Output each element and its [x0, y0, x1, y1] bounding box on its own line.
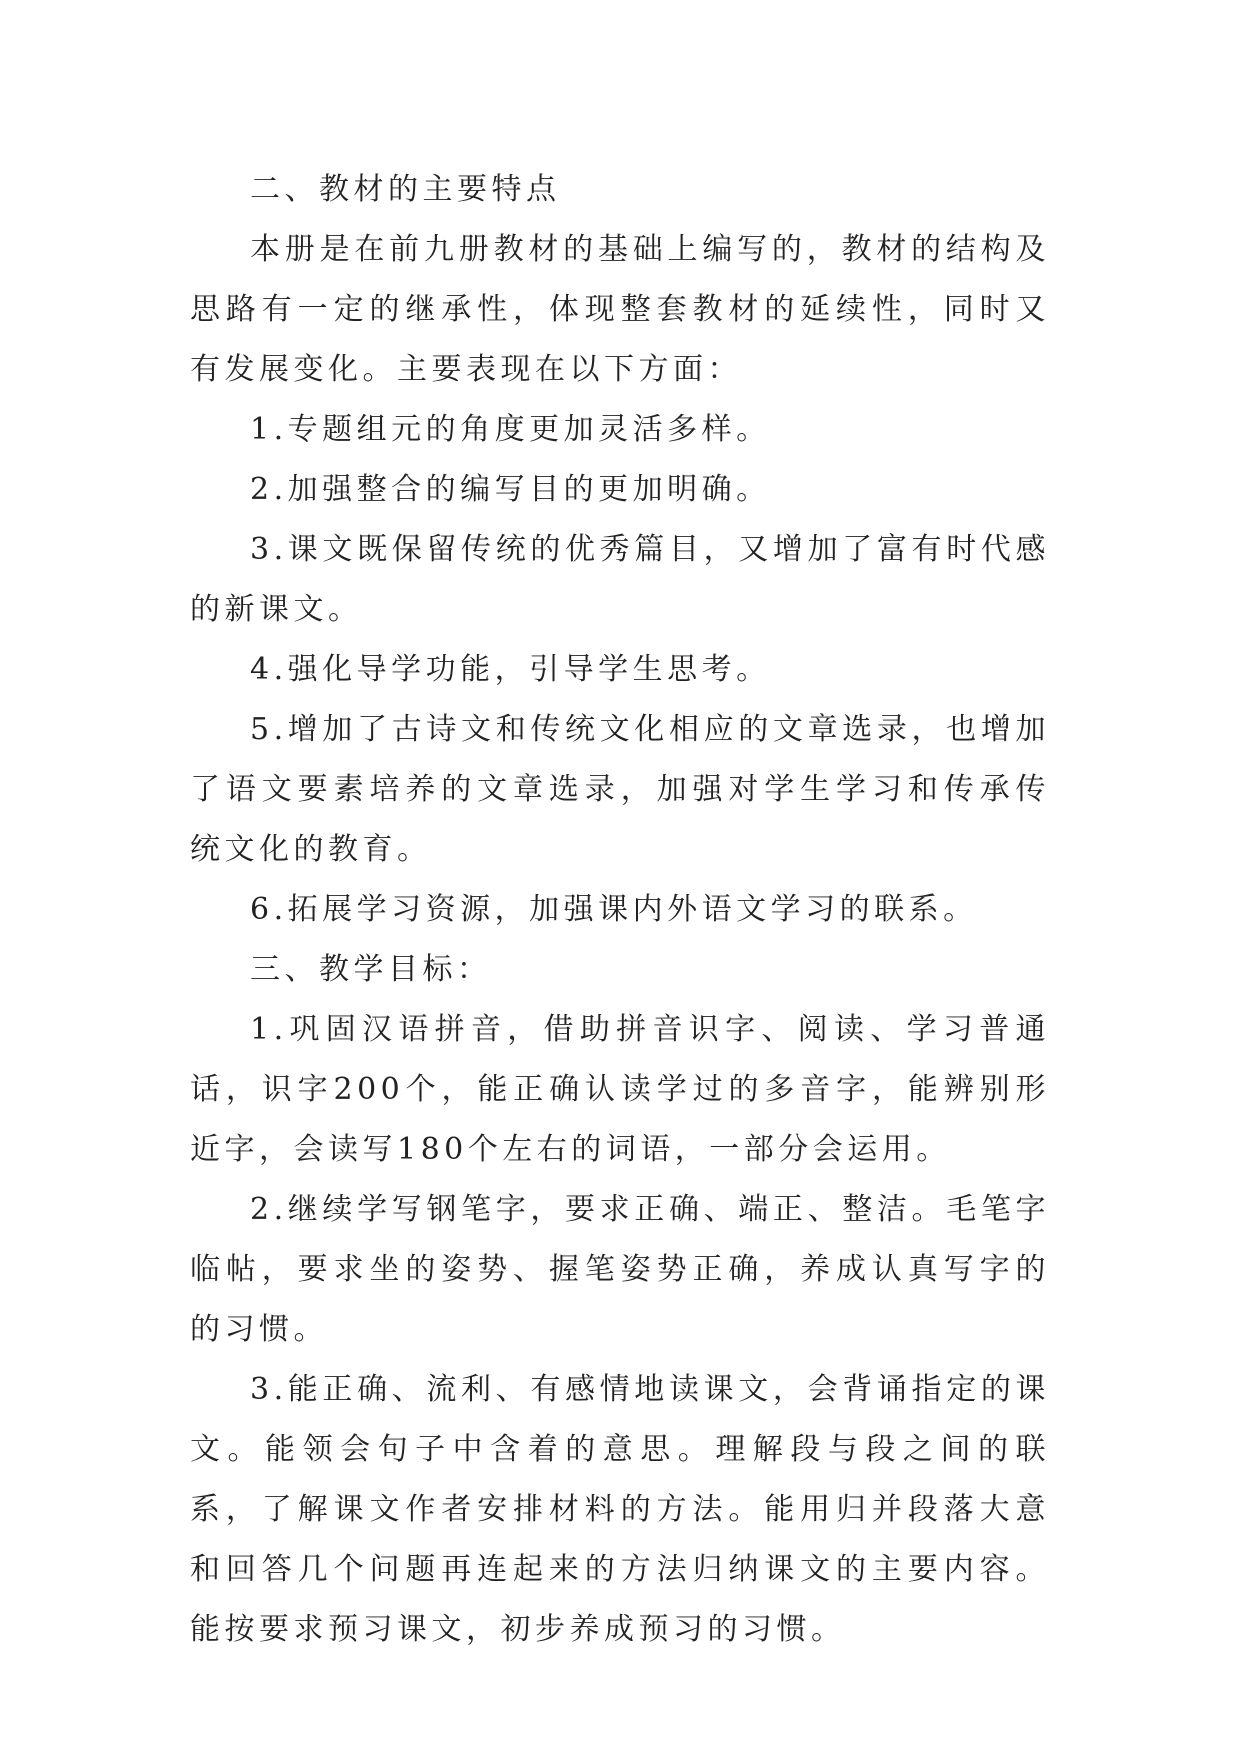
list-item-6: 6.拓展学习资源，加强课内外语文学习的联系。: [250, 892, 978, 927]
list-item-1: 1.专题组元的角度更加灵活多样。: [250, 412, 771, 447]
paragraph-intro: 本册是在前九册教材的基础上编写的，教材的结构及思路有一定的继承性，体现整套教材的延续性，同时又有发展变化。主要表现在以下方面：: [190, 232, 1050, 387]
list-item-3: 3.课文既保留传统的优秀篇目，又增加了富有时代感的新课文。: [190, 532, 1050, 627]
document-body: [190, 160, 1050, 1660]
section-heading-goals: 三、教学目标：: [250, 952, 492, 987]
goal-item-1: 1.巩固汉语拼音，借助拼音识字、阅读、学习普通话，识字200个，能正确认读学过的多音字，能辨别形近字，会读写180个左右的词语，一部分会运用。: [190, 1012, 1050, 1167]
list-item-4: 4.强化导学功能，引导学生思考。: [250, 652, 771, 687]
section-heading-features: 二、教材的主要特点: [250, 172, 561, 207]
list-item-5: 5.增加了古诗文和传统文化相应的文章选录，也增加了语文要素培养的文章选录，加强对学生学习和传承传统文化的教育。: [190, 712, 1050, 867]
goal-item-2: 2.继续学写钢笔字，要求正确、端正、整洁。毛笔字临帖，要求坐的姿势、握笔姿势正确，养成认真写字的的习惯。: [190, 1192, 1050, 1347]
list-item-2: 2.加强整合的编写目的更加明确。: [250, 472, 771, 507]
goal-item-3: 3.能正确、流利、有感情地读课文，会背诵指定的课文。能领会句子中含着的意思。理解段与段之间的联系，了解课文作者安排材料的方法。能用归并段落大意和回答几个问题再连起来的方法归纳课文的主要内容。能按要求预习课文，初步养成预习的习惯。: [190, 1372, 1050, 1647]
